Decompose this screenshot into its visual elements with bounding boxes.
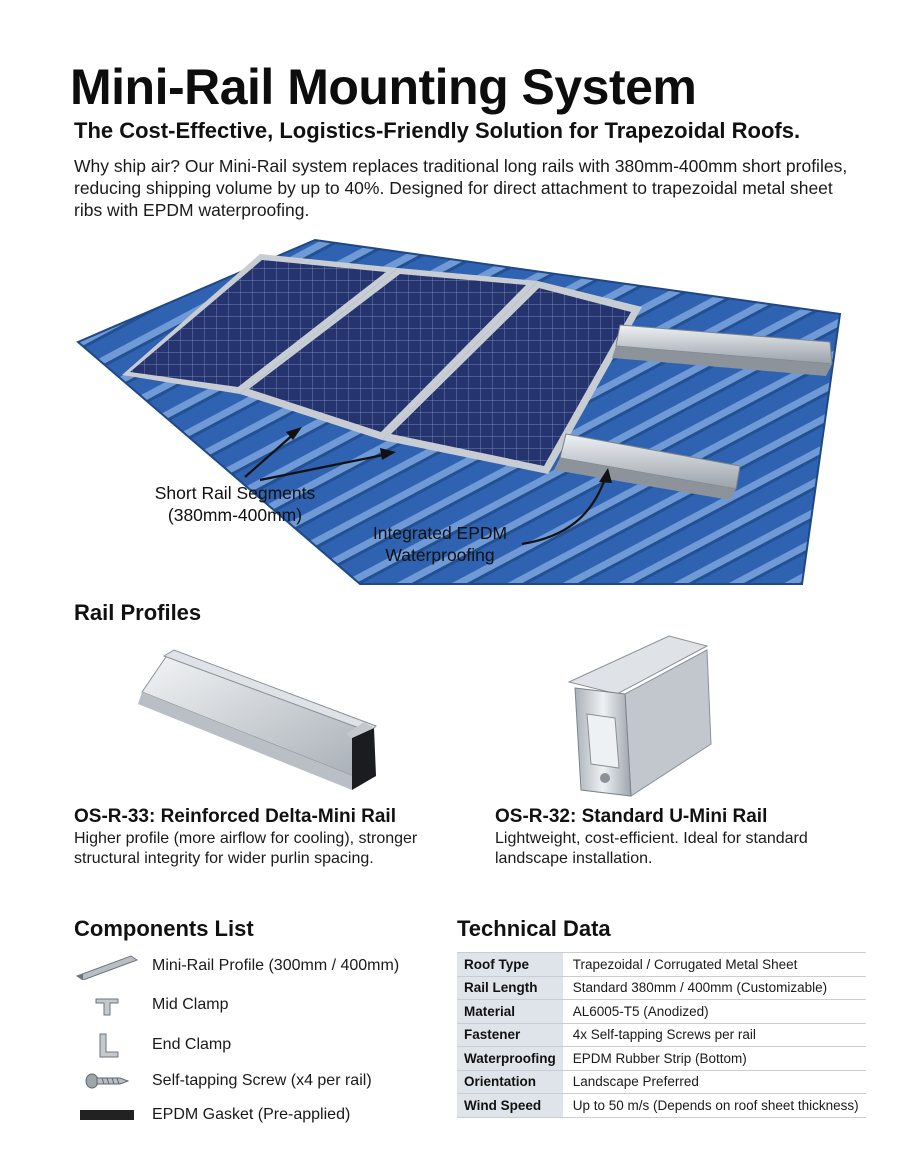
table-row <box>457 1023 866 1047</box>
spec-value: EPDM Rubber Strip (Bottom) <box>563 1047 866 1071</box>
callout-line: (380mm-400mm) <box>167 505 303 525</box>
table-row <box>457 953 866 977</box>
spec-key: Rail Length <box>457 976 563 1000</box>
spec-value: Landscape Preferred <box>563 1070 866 1094</box>
spec-value: AL6005-T5 (Anodized) <box>563 1000 866 1024</box>
spec-key: Fastener <box>457 1023 563 1047</box>
component-item <box>74 988 434 1022</box>
profile-description-os-r-33: Higher profile (more airflow for cooling), stronger structural integrity for wider purlin spacing. <box>74 830 418 867</box>
component-label: Self-tapping Screw (x4 per rail) <box>152 1072 372 1089</box>
component-item <box>74 949 434 983</box>
spec-key: Waterproofing <box>457 1047 563 1071</box>
component-label: End Clamp <box>152 1036 232 1053</box>
component-label: EPDM Gasket (Pre-applied) <box>152 1106 351 1123</box>
table-row <box>457 976 866 1000</box>
gasket-icon <box>74 1100 140 1130</box>
spec-value: Up to 50 m/s (Depends on roof sheet thickness) <box>563 1094 866 1118</box>
profile-title-os-r-32: OS-R-32: Standard U-Mini Rail <box>495 806 768 827</box>
intro-paragraph: Why ship air? Our Mini-Rail system replaces traditional long rails with 380mm-400mm short profiles, reducing shipping volume by up to 40%. Designed for direct attachment to trapezoidal metal sheet ribs with EPDM waterproofing. <box>74 156 848 220</box>
profile-description-os-r-32: Lightweight, cost-efficient. Ideal for standard landscape installation. <box>495 830 808 867</box>
spec-value: Trapezoidal / Corrugated Metal Sheet <box>563 953 866 977</box>
callout-line: Integrated EPDM <box>372 523 508 543</box>
callout-line: Short Rail Segments <box>154 483 316 503</box>
spec-key: Orientation <box>457 1070 563 1094</box>
technical-data-table <box>457 952 866 1118</box>
mid-clamp-icon <box>74 990 140 1020</box>
component-item <box>74 1028 434 1062</box>
u-rail-image <box>495 628 795 808</box>
table-row <box>457 1094 866 1118</box>
spec-key: Roof Type <box>457 953 563 977</box>
component-item <box>74 1098 434 1132</box>
profile-title-os-r-33: OS-R-33: Reinforced Delta-Mini Rail <box>74 806 396 827</box>
component-label: Mid Clamp <box>152 996 229 1013</box>
section-title-rail-profiles: Rail Profiles <box>74 600 202 625</box>
mini-rail-icon <box>74 951 140 981</box>
table-row <box>457 1000 866 1024</box>
screw-icon <box>74 1066 140 1096</box>
callout-epdm <box>355 522 525 566</box>
end-clamp-icon <box>74 1030 140 1060</box>
component-item <box>74 1064 434 1098</box>
section-title-technical-data: Technical Data <box>457 916 611 941</box>
spec-value: 4x Self-tapping Screws per rail <box>563 1023 866 1047</box>
table-row <box>457 1070 866 1094</box>
callout-line: Waterproofing <box>385 545 495 565</box>
section-title-components-list: Components List <box>74 916 254 941</box>
spec-value: Standard 380mm / 400mm (Customizable) <box>563 976 866 1000</box>
callout-short-rails <box>140 482 330 526</box>
delta-rail-image <box>108 640 408 800</box>
component-label: Mini-Rail Profile (300mm / 400mm) <box>152 957 400 974</box>
page-title: Mini-Rail Mounting System <box>70 59 697 115</box>
page-subtitle: The Cost-Effective, Logistics-Friendly Solution for Trapezoidal Roofs. <box>74 118 801 143</box>
table-row <box>457 1047 866 1071</box>
spec-key: Wind Speed <box>457 1094 563 1118</box>
spec-key: Material <box>457 1000 563 1024</box>
